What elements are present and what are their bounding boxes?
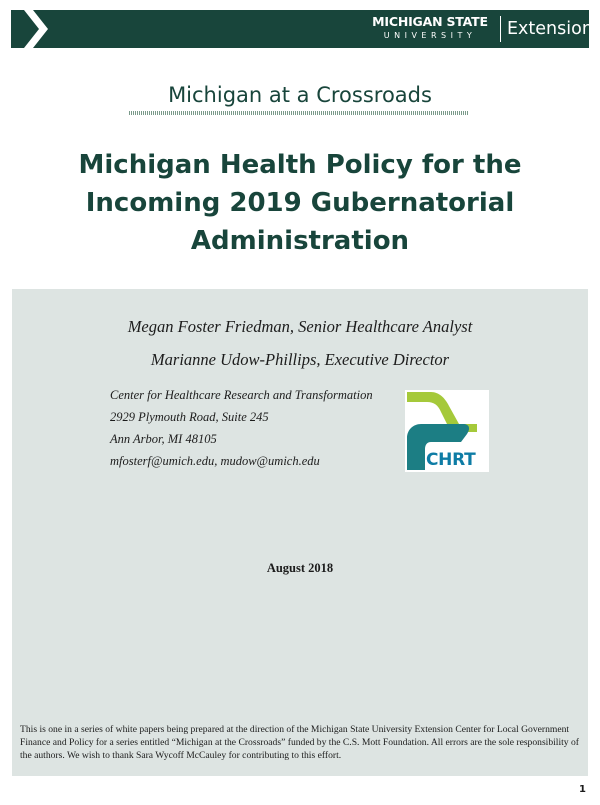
street-address: 2929 Plymouth Road, Suite 245 [110,410,269,424]
document-title [20,146,580,260]
university-name-line2: UNIVERSITY [383,31,477,40]
series-title: Michigan at a Crossroads [168,83,432,107]
email-addresses[interactable]: mfosterf@umich.edu, mudow@umich.edu [110,454,320,468]
info-panel [12,289,588,776]
series-title-underline [129,111,469,115]
msu-wordmark-logo[interactable] [364,15,496,41]
title-line: Incoming 2019 Gubernatorial [85,188,515,218]
footnote-text: This is one in a series of white papers being prepared at the direction of the Michigan State University Extension Center for Local Government Finance and Policy for a series entitled “Michigan at the Crossroads” funded by the C.S. Mott Foundation. All errors are the sole responsibility of the authors. We wish to thank Sara Wycoff McCauley for contributing to this effort. [20,724,579,761]
author-line: Megan Foster Friedman, Senior Healthcare Analyst [127,317,473,336]
page-number: 1 [579,784,586,795]
header-banner [11,10,593,48]
university-name-line1: MICHIGAN STATE [372,14,488,29]
extension-label: Extension [507,19,593,39]
chrt-logo-text: CHRT [426,450,476,470]
author-line: Marianne Udow-Phillips, Executive Director [150,350,450,369]
organization-name: Center for Healthcare Research and Transformation [110,388,373,402]
publication-date: August 2018 [266,561,334,575]
title-line: Michigan Health Policy for the [78,150,522,180]
header-divider [500,16,501,42]
city-state-zip: Ann Arbor, MI 48105 [110,432,217,446]
chrt-logo [405,390,489,472]
title-line: Administration [190,226,410,256]
chevron-right-icon [24,10,48,48]
